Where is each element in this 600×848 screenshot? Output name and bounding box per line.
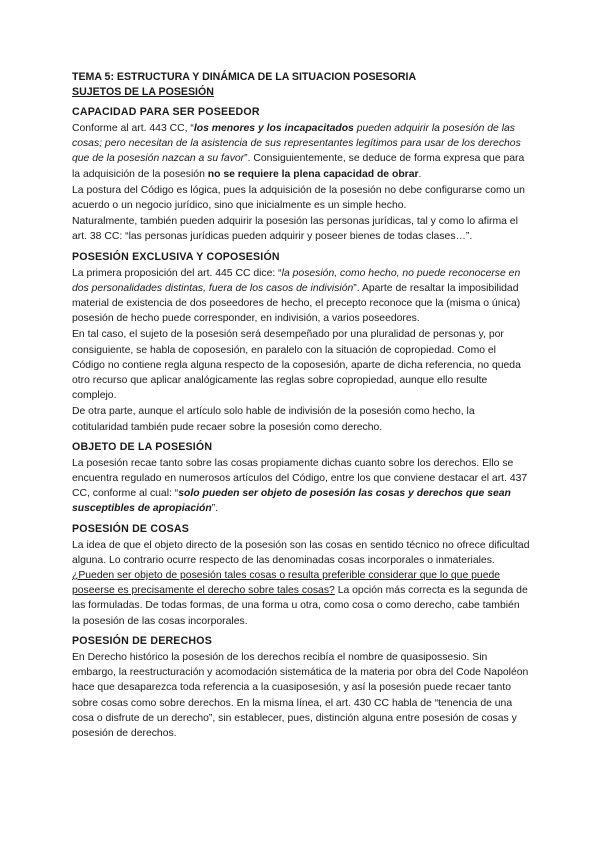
text-run: . bbox=[418, 168, 422, 180]
section-capacidad bbox=[72, 105, 530, 245]
document-title: TEMA 5: ESTRUCTURA Y DINÁMICA DE LA SITUACION POSESORIA bbox=[72, 71, 417, 83]
text-run: La idea de que el objeto directo de la posesión son las cosas en sentido técnico no ofrece dificultad alguna. Lo contrario ocurre respecto de las denominadas cosas incorporales o inmateriales. bbox=[72, 539, 530, 566]
text-run: ”. bbox=[211, 503, 219, 515]
text-run: La opción más correcta es la segunda de las formuladas. De todas formas, de una forma u otra, como cosa o como derecho, cabe también la posesión de las cosas incorporales. bbox=[72, 585, 528, 627]
emphasis-text: solo pueden ser objeto de posesión las cosas y derechos que sean susceptibles de apropiación bbox=[72, 488, 511, 515]
paragraph bbox=[72, 456, 530, 517]
bold-text: no se requiere la plena capacidad de obrar bbox=[207, 168, 419, 180]
document-subtitle: SUJETOS DE LA POSESIÓN bbox=[72, 86, 214, 98]
section-objeto bbox=[72, 440, 530, 517]
quote-text: pueden adquirir la posesión de las cosas; pero necesitan de la asistencia de sus representantes legítimos para usar de los derechos que de la posesión nazcan a su favor bbox=[72, 123, 521, 165]
section-heading: POSESIÓN EXCLUSIVA Y COPOSESIÓN bbox=[72, 250, 280, 263]
section-heading: POSESIÓN DE DERECHOS bbox=[72, 634, 212, 647]
text-run: La primera proposición del art. 445 CC dice: “ bbox=[72, 267, 282, 279]
paragraph: La postura del Código es lógica, pues la adquisición de la posesión no debe configurarse como un acuerdo o un negocio jurídico, sino que inicialmente es un simple hecho. bbox=[72, 184, 525, 212]
quote-text: la posesión, como hecho, no puede reconocerse en dos personalidades distintas, fuera de los casos de indivisión bbox=[72, 267, 521, 294]
paragraph bbox=[72, 538, 530, 629]
section-heading: POSESIÓN DE COSAS bbox=[72, 522, 190, 535]
text-run: ”. Consiguientemente, se deduce de forma expresa que para la adquisición de la posesión bbox=[72, 153, 525, 180]
paragraph: En tal caso, el sujeto de la posesión será desempeñado por una pluralidad de personas y, por consiguiente, se habla de coposesión, en paralelo con la situación de copropiedad. Como el Código no contiene regla alguna respecto de la coposesión, aparte de dicha referencia, no queda otro recurso que aplicar analógicamente las reglas sobre copropiedad, aunque ello resulte complejo. bbox=[72, 329, 521, 402]
paragraph bbox=[72, 121, 530, 182]
section-derechos bbox=[72, 634, 530, 741]
section-heading: CAPACIDAD PARA SER POSEEDOR bbox=[72, 106, 260, 118]
section-heading: OBJETO DE LA POSESIÓN bbox=[72, 440, 213, 453]
underlined-question: ¿Pueden ser objeto de posesión tales cosas o resulta preferible considerar que lo que puede poseerse es precisamente el derecho sobre tales cosas? bbox=[72, 570, 501, 597]
text-run: Conforme al art. 443 CC, “ bbox=[72, 123, 194, 134]
section-coposesion bbox=[72, 250, 530, 435]
text-run: La posesión recae tanto sobre las cosas propiamente dichas cuanto sobre los derechos. Ello se encuentra regulado en numerosos artículos del Código, entre los que conviene destacar el art. 437 CC, conforme al cual: “ bbox=[72, 457, 528, 500]
emphasis-text: los menores y los incapacitados bbox=[193, 123, 354, 134]
paragraph: De otra parte, aunque el artículo solo hable de indivisión de la posesión como hecho, la cotitularidad también pude recaer sobre la posesión como derecho. bbox=[72, 406, 475, 433]
section-cosas bbox=[72, 522, 530, 629]
paragraph: Naturalmente, también pueden adquirir la posesión las personas jurídicas, tal y como lo afirma el art. 38 CC: “las personas jurídicas pueden adquirir y poseer bienes de todas clases…”. bbox=[72, 216, 518, 243]
paragraph: En Derecho histórico la posesión de los derechos recibía el nombre de quasipossesio. Sin embargo, la reestructuración y acomodación sistemática de la materia por obra del Code Napoléon hace que desaparezca toda referencia a la cuasiposesión, y así la posesión puede recaer tanto sobre cosas como sobre derechos. En la misma línea, el art. 430 CC habla de “tenencia de una cosa o disfrute de un derecho”, sin establecer, pues, distinción alguna entre posesión de cosas y posesión de derechos. bbox=[72, 651, 529, 739]
paragraph bbox=[72, 266, 530, 327]
text-run: ”. Aparte de resaltar la imposibilidad material de existencia de dos poseedores de hecho, el precepto reconoce que la (misma o única) posesión de hecho puede corresponder, en indivisión, a varios poseedores. bbox=[72, 282, 521, 325]
